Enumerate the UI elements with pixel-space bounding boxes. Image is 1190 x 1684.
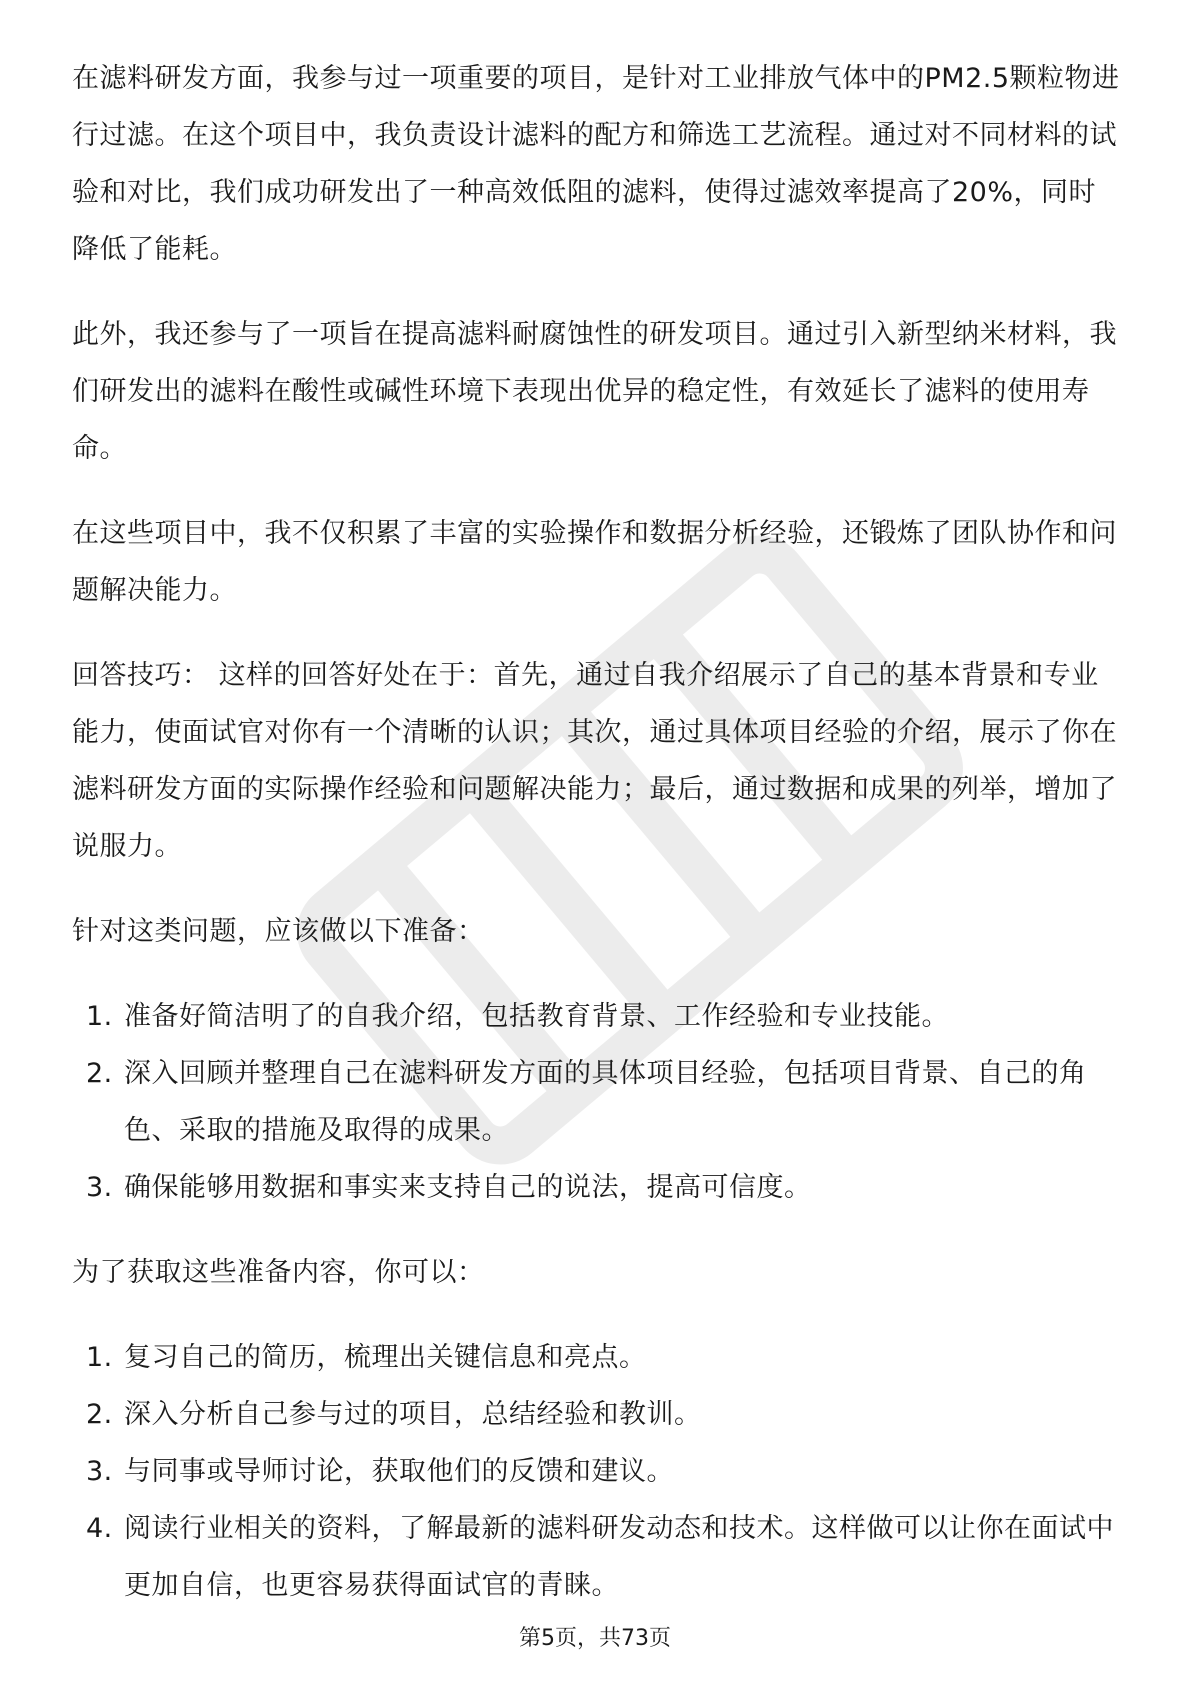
list-item-text: 确保能够用数据和事实来支持自己的说法，提高可信度。	[124, 1172, 812, 1203]
paragraph-project-pm25: 在滤料研发方面，我参与过一项重要的项目，是针对工业排放气体中的PM2.5颗粒物进行过滤。在这个项目中，我负责设计滤料的配方和筛选工艺流程。通过对不同材料的试验和对比，我们成功研发出了一种高效低阻的滤料，使得过滤效率提高了20%，同时降低了能耗。	[72, 63, 1120, 265]
list-item-number: 1.	[86, 1001, 113, 1032]
sources-list	[72, 1329, 1122, 1614]
list-item-number: 2.	[86, 1399, 113, 1430]
list-item	[72, 1045, 1122, 1159]
list-item	[72, 988, 1122, 1045]
list-item	[72, 1443, 1122, 1500]
list-item-text: 阅读行业相关的资料，了解最新的滤料研发动态和技术。这样做可以让你在面试中更加自信，也更容易获得面试官的青睐。	[124, 1513, 1114, 1601]
list-item	[72, 1159, 1122, 1216]
list-item-number: 3.	[86, 1172, 113, 1203]
list-item-text: 复习自己的简历，梳理出关键信息和亮点。	[124, 1342, 647, 1373]
list-item-text: 深入分析自己参与过的项目，总结经验和教训。	[124, 1399, 702, 1430]
list-item	[72, 1329, 1122, 1386]
list-item-text: 准备好简洁明了的自我介绍，包括教育背景、工作经验和专业技能。	[124, 1001, 949, 1032]
list-item-number: 2.	[86, 1058, 113, 1089]
list-item	[72, 1500, 1122, 1614]
list-item	[72, 1386, 1122, 1443]
list-item-text: 与同事或导师讨论，获取他们的反馈和建议。	[124, 1456, 674, 1487]
paragraph-prep-intro: 针对这类问题，应该做以下准备：	[72, 916, 485, 947]
paragraph-answer-tips: 回答技巧： 这样的回答好处在于：首先，通过自我介绍展示了自己的基本背景和专业能力，使面试官对你有一个清晰的认识；其次，通过具体项目经验的介绍，展示了你在滤料研发方面的实际操作经验和问题解决能力；最后，通过数据和成果的列举，增加了说服力。	[72, 660, 1117, 862]
page-footer: 第5页，共73页	[519, 1626, 671, 1651]
document-body	[72, 50, 1122, 1642]
paragraph-sources-intro: 为了获取这些准备内容，你可以：	[72, 1257, 485, 1288]
paragraph-experience-summary: 在这些项目中，我不仅积累了丰富的实验操作和数据分析经验，还锻炼了团队协作和问题解决能力。	[72, 518, 1117, 606]
list-item-text: 深入回顾并整理自己在滤料研发方面的具体项目经验，包括项目背景、自己的角色、采取的措施及取得的成果。	[124, 1058, 1087, 1146]
list-item-number: 3.	[86, 1456, 113, 1487]
paragraph-corrosion-project: 此外，我还参与了一项旨在提高滤料耐腐蚀性的研发项目。通过引入新型纳米材料，我们研发出的滤料在酸性或碱性环境下表现出优异的稳定性，有效延长了滤料的使用寿命。	[72, 319, 1117, 464]
list-item-number: 4.	[86, 1513, 113, 1544]
list-item-number: 1.	[86, 1342, 113, 1373]
prep-list	[72, 988, 1122, 1216]
